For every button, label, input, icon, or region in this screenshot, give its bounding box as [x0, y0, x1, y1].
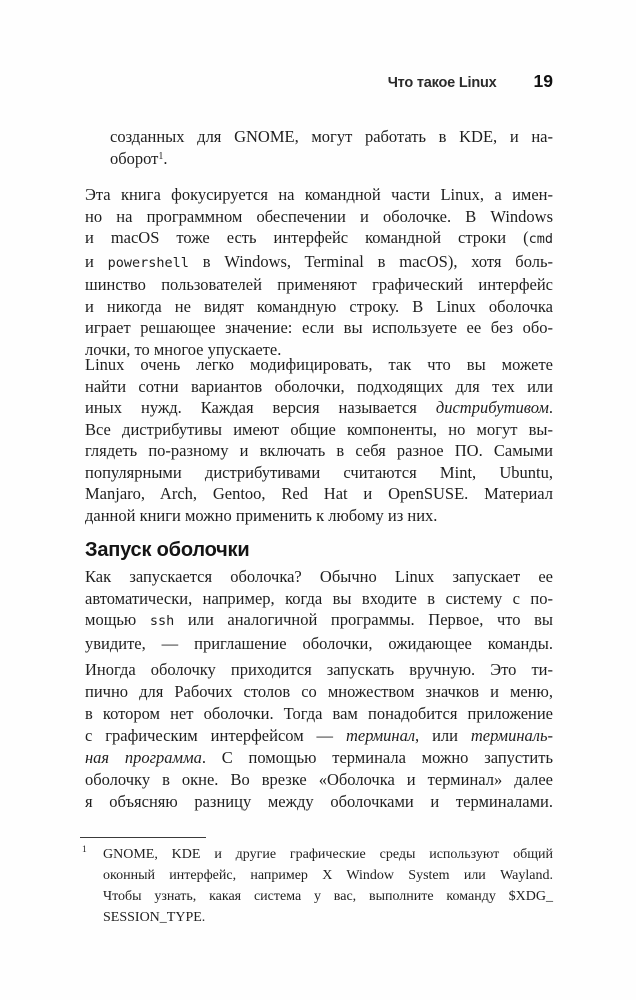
text-line — [103, 907, 553, 928]
text-segment: популярными дистрибутивами считаются Mint, Ubuntu, — [85, 462, 553, 482]
text-segment: оборот — [110, 148, 159, 168]
mono-text: powershell — [107, 254, 189, 271]
text-segment: глядеть по-разному и включать в себя разное ПО. Самыми — [85, 441, 553, 460]
footnote-marker: 1 — [82, 845, 87, 855]
text-segment: лочки, то многое упускаете. — [85, 339, 282, 359]
footnote — [80, 844, 553, 928]
text-segment: Linux очень легко модифицировать, так что вы можете — [85, 355, 553, 374]
text-segment: в котором нет оболочки. Тогда вам понадобится приложение — [85, 704, 553, 723]
text-line — [85, 566, 553, 588]
footnote-separator — [80, 837, 206, 838]
text-segment: SESSION_TYPE. — [103, 910, 206, 925]
text-segment: оболочку в окне. Во врезке «Оболочка и терминал» далее — [85, 770, 553, 789]
text-line — [85, 184, 553, 206]
text-line — [85, 274, 553, 296]
text-line — [85, 483, 553, 505]
continuation-paragraph — [85, 126, 553, 172]
text-line — [85, 505, 553, 527]
text-segment: или аналогичной программы. Первое, что вы — [174, 610, 554, 629]
text-line — [85, 588, 553, 610]
body-paragraph — [85, 354, 553, 526]
text-segment: найти сотни вариантов оболочки, подходящих для тех или — [85, 376, 553, 396]
text-segment: данной книги можно применить к любому из них. — [85, 505, 438, 525]
text-line — [85, 725, 553, 747]
text-line — [110, 148, 553, 173]
italic-text: терминал — [345, 726, 416, 745]
body-paragraph — [85, 184, 553, 360]
mono-text: ssh — [149, 613, 175, 629]
mono-text: cmd — [528, 231, 553, 247]
page-number: 19 — [533, 71, 553, 91]
text-segment: Иногда оболочку приходится запускать вручную. Это ти- — [85, 660, 553, 679]
text-segment: оконный интерфейс, например X Window System или Wayland. — [103, 868, 553, 883]
text-line — [85, 609, 553, 633]
italic-text: терминаль- — [470, 726, 553, 745]
text-segment: и — [85, 251, 108, 271]
text-segment: Как запускается оболочка? Обычно Linux запускает ее — [85, 567, 553, 586]
text-line — [85, 354, 553, 376]
text-line — [85, 296, 553, 318]
text-segment: Чтобы узнать, какая система у вас, выполните команду $XDG_ — [103, 889, 553, 904]
text-segment: я объясняю разницу между оболочками и терминалами. — [85, 792, 553, 811]
text-line — [85, 462, 553, 484]
text-line — [110, 126, 553, 148]
text-line — [85, 376, 553, 398]
text-segment: но на программном обеспечении и оболочке. В Windows — [85, 206, 553, 226]
section-heading: Запуск оболочки — [85, 539, 250, 561]
text-segment: в Windows, Terminal в macOS), хотя боль- — [188, 251, 553, 271]
text-segment: GNOME, KDE и другие графические среды используют общий — [103, 847, 553, 862]
text-line — [103, 865, 553, 886]
text-segment: Все дистрибутивы имеют общие компоненты, но могут вы- — [85, 419, 553, 439]
text-segment: Manjaro, Arch, Gentoo, Red Hat и OpenSUSE. Материал — [85, 484, 553, 503]
text-line — [85, 633, 553, 655]
text-segment: и никогда не видят командную строку. В Linux оболочка — [85, 296, 553, 316]
body-paragraph — [85, 659, 553, 813]
text-segment: мощью — [85, 610, 150, 629]
text-line — [85, 659, 553, 681]
text-line — [103, 886, 553, 907]
italic-text: дистрибутивом — [435, 398, 549, 417]
text-segment: иных нужд. Каждая версия называется — [85, 398, 436, 417]
text-line — [85, 227, 553, 251]
text-line — [85, 206, 553, 228]
text-segment: пично для Рабочих столов со множеством значков и меню, — [85, 682, 553, 701]
body-paragraph — [85, 566, 553, 654]
text-segment: . С помощью терминала можно запустить — [201, 748, 553, 767]
text-segment: и macOS тоже есть интерфейс командной строки ( — [85, 228, 529, 247]
sup-text: 1 — [158, 150, 164, 162]
text-line — [85, 703, 553, 725]
text-line — [85, 397, 553, 419]
text-line — [85, 769, 553, 791]
text-line — [85, 791, 553, 813]
text-segment: Эта книга фокусируется на командной части Linux, а имен- — [85, 185, 553, 204]
text-segment: созданных для GNOME, могут работать в KDE, и на- — [110, 127, 553, 146]
italic-text: ная программа — [85, 748, 202, 767]
text-segment: играет решающее значение: если вы используете ее без обо- — [85, 318, 553, 337]
text-line — [85, 747, 553, 769]
text-line — [103, 844, 553, 865]
text-line — [85, 681, 553, 703]
text-line — [85, 419, 553, 441]
text-segment: шинство пользователей применяют графический интерфейс — [85, 275, 553, 294]
running-head: Что такое Linux — [387, 75, 497, 91]
footnote-text — [103, 844, 553, 928]
text-segment: . — [548, 398, 553, 417]
text-segment: с графическим интерфейсом — — [85, 726, 346, 745]
text-segment: , или — [415, 726, 471, 745]
text-segment: . — [163, 148, 168, 168]
text-segment: автоматически, например, когда вы входите в систему с по- — [85, 588, 553, 608]
text-line — [85, 251, 553, 275]
text-line — [85, 440, 553, 462]
text-segment: увидите, — приглашение оболочки, ожидающее команды. — [85, 633, 553, 653]
text-line — [85, 317, 553, 339]
